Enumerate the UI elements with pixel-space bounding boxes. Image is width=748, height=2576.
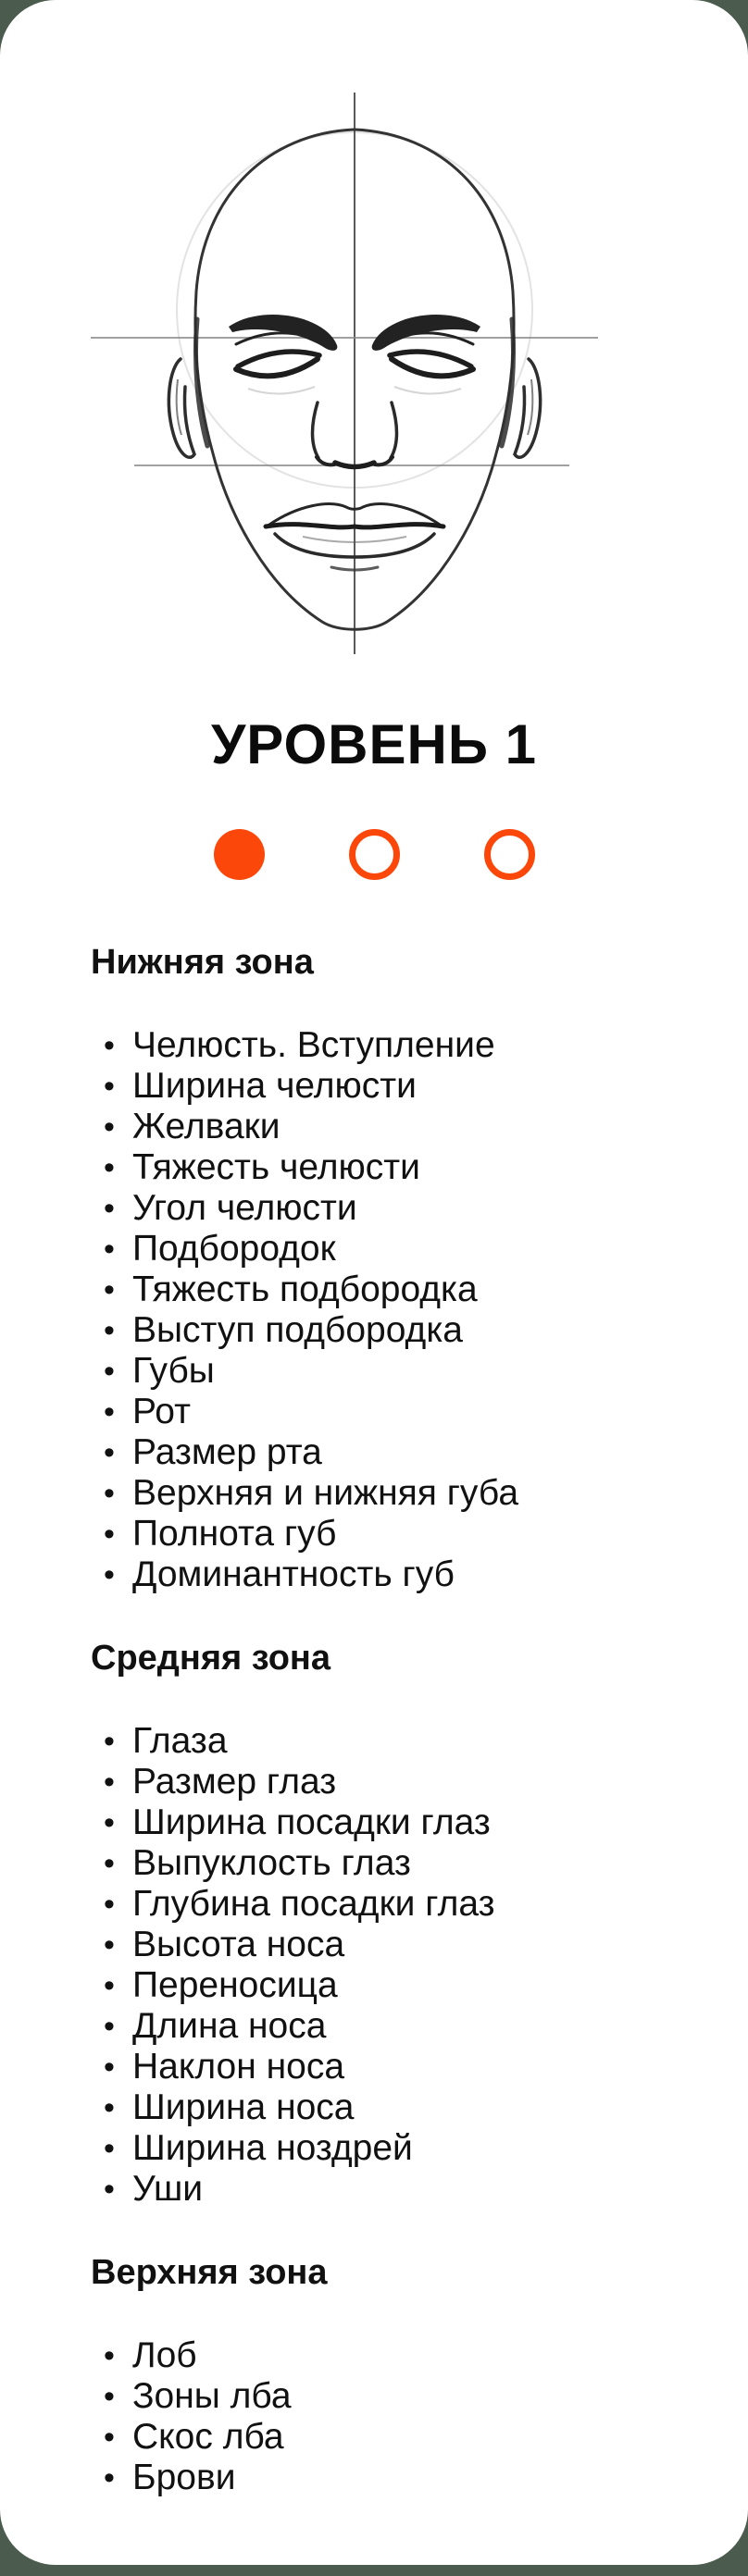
list-item: • Глаза	[91, 1721, 692, 1762]
list-item: • Губы	[91, 1351, 692, 1392]
list-item: • Подбородок	[91, 1229, 692, 1269]
list-item: • Ширина ноздрей	[91, 2128, 692, 2169]
list-item: • Скос лба	[91, 2417, 692, 2458]
list-item: • Лоб	[91, 2335, 692, 2376]
list-item: • Тяжесть подбородка	[91, 1269, 692, 1310]
list-item: • Длина носа	[91, 2006, 692, 2047]
list-item: • Ширина носа	[91, 2087, 692, 2128]
pagination-dots	[0, 829, 748, 880]
list-item: • Угол челюсти	[91, 1188, 692, 1229]
upper-zone-list	[91, 2335, 692, 2498]
list-item: • Глубина посадки глаз	[91, 1884, 692, 1925]
list-item: • Полнота губ	[91, 1514, 692, 1554]
list-item: • Рот	[91, 1392, 692, 1432]
list-item: • Тяжесть челюсти	[91, 1147, 692, 1188]
list-item: • Размер рта	[91, 1432, 692, 1473]
pagination-dot-2[interactable]	[349, 829, 400, 880]
lower-zone-list	[91, 1025, 692, 1595]
pagination-dot-3[interactable]	[484, 829, 535, 880]
list-item: • Уши	[91, 2169, 692, 2210]
list-item: • Выпуклость глаз	[91, 1843, 692, 1884]
list-item: • Желваки	[91, 1107, 692, 1147]
middle-zone-list	[91, 1721, 692, 2210]
list-item: • Ширина челюсти	[91, 1066, 692, 1107]
zones-content	[91, 942, 692, 2498]
list-item: • Зоны лба	[91, 2376, 692, 2417]
list-item: • Высота носа	[91, 1925, 692, 1965]
list-item: • Наклон носа	[91, 2047, 692, 2087]
list-item: • Челюсть. Вступление	[91, 1025, 692, 1066]
list-item: • Верхняя и нижняя губа	[91, 1473, 692, 1514]
section-heading-middle-zone: Средняя зона	[91, 1639, 331, 1678]
level-title: УРОВЕНЬ 1	[210, 713, 538, 775]
pagination-dot-1[interactable]	[214, 829, 265, 880]
list-item: • Доминантность губ	[91, 1554, 692, 1595]
section-heading-lower-zone: Нижняя зона	[91, 943, 314, 982]
face-sketch-illustration	[83, 46, 657, 666]
list-item: • Размер глаз	[91, 1762, 692, 1802]
list-item: • Переносица	[91, 1965, 692, 2006]
list-item: • Выступ подбородка	[91, 1310, 692, 1351]
section-heading-upper-zone: Верхняя зона	[91, 2253, 328, 2292]
list-item: • Брови	[91, 2458, 692, 2498]
list-item: • Ширина посадки глаз	[91, 1802, 692, 1843]
